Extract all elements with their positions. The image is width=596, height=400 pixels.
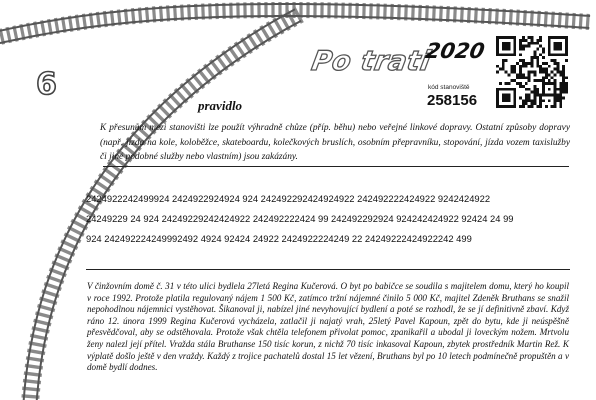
logo-year: 2020	[423, 39, 487, 63]
cipher-line: 924 242492224249992492 4924 92424 24922 2424922224249 22 24249222424922242 499	[86, 233, 472, 244]
cipher-line: 2424922242499924 2424922924924 924 242492292424924922 242492222424922 9242424922	[86, 193, 491, 204]
event-logo	[309, 39, 487, 77]
cipher-block	[86, 189, 572, 249]
story-text: V činžovním domě č. 31 v této ulici bydlela 27letá Regina Kučerová. O byt po babičce se soudila s majitelem domu, který ho koupil v roce 1992. Protože platila regulovaný nájem 1 500 Kč, zatímco tržní nájemné činilo 5 000 Kč, majitel Zdeněk Bruthans se snažil nepohodlnou nájemnici vystěhovat. Šikanoval ji, nabízel jiné nevyhovující bydlení a poté se rozhodl, že se jí definitivně zbaví. Když ráno 12. února 1999 Regina Kučerová vycházela, zatlačil ji najatý vrah, 25letý Pavel Kapoun, zpět do bytu, kde ji neúspěšně přesvědčoval, aby se odstěhovala. Protože však chtěla telefonem přivolat pomoc, zpanikařil a ubodal ji loveckým nožem. Mrtvolu ženy nalezl její přítel. Vražda stála Bruthanse 150 tisíc korun, z nichž 70 tisíc inkasoval Kapoun, zbytek prostředník Martin Rež. K výplatě došlo ještě v den vraždy. Každý z trojice pachatelů dostal 15 let vězení, Bruthans byl po 10 letech podmínečně propuštěn a v domě bydlí dodnes.	[87, 281, 569, 373]
rule-heading: pravidlo	[198, 98, 243, 113]
rule-text: K přesunům mezi stanovišti lze použít výhradně chůze (příp. běhu) nebo veřejné linkové dopravy. Ostatní způsoby dopravy (např. jízda na kole, koloběžce, skateboardu, kolečkových bruslích, osobním přepravníku, stopování, jízda vozem taxislužby či jiné podobné služby nebo vlastním) jsou zakázány.	[100, 123, 570, 162]
logo-title: Po trati	[309, 46, 434, 77]
station-number: 6	[36, 67, 57, 102]
station-code-value: 258156	[427, 92, 478, 109]
divider	[86, 269, 570, 270]
station-code-label: kód stanoviště	[428, 84, 470, 91]
qr-code-icon	[496, 36, 568, 108]
divider	[103, 166, 569, 167]
cipher-line: 24249229 24 924 24249229242424922 242492222424 99 242492292924 924242424922 92424 24 99	[86, 213, 514, 224]
